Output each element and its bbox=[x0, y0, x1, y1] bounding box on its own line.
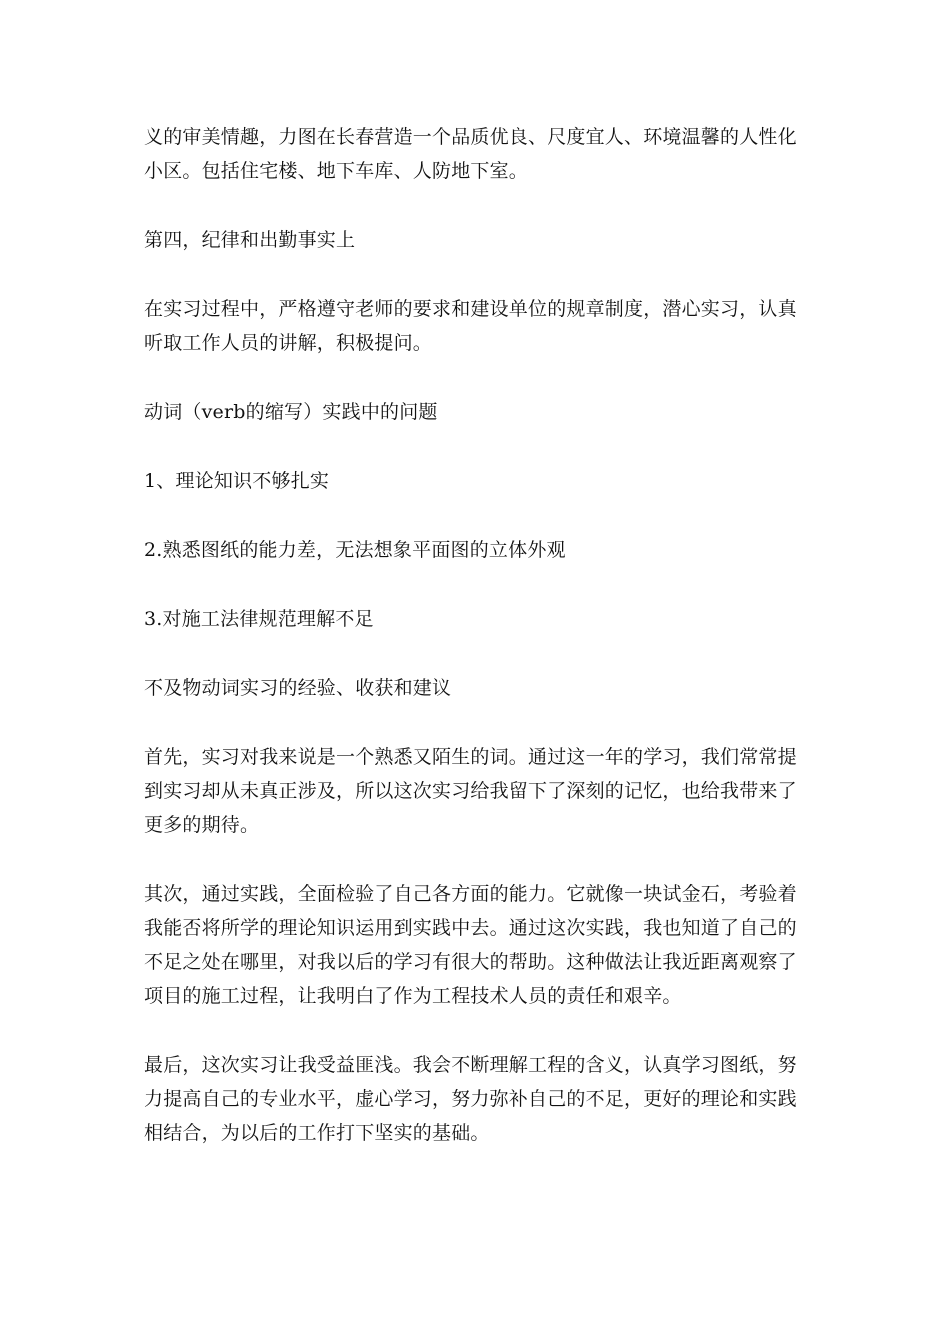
paragraph-second: 其次，通过实践，全面检验了自己各方面的能力。它就像一块试金石，考验着我能否将所学的理论知识运用到实践中去。通过这次实践，我也知道了自己的不足之处在哪里，对我以后的学习有很大的帮助。这种做法让我近距离观察了项目的施工过程，让我明白了作为工程技术人员的责任和艰辛。 bbox=[144, 883, 797, 1007]
paragraph-heading-discipline: 第四，纪律和出勤事实上 bbox=[144, 229, 356, 251]
paragraph-problem-2: 2.熟悉图纸的能力差，无法想象平面图的立体外观 bbox=[144, 539, 566, 561]
paragraph-last: 最后，这次实习让我受益匪浅。我会不断理解工程的含义，认真学习图纸，努力提高自己的专业水平，虚心学习，努力弥补自己的不足，更好的理论和实践相结合，为以后的工作打下坚实的基础。 bbox=[144, 1054, 797, 1144]
paragraph-problem-3: 3.对施工法律规范理解不足 bbox=[144, 608, 374, 630]
paragraph-heading-experience: 不及物动词实习的经验、收获和建议 bbox=[144, 677, 452, 699]
paragraph-intro-continuation: 义的审美情趣，力图在长春营造一个品质优良、尺度宜人、环境温馨的人性化小区。包括住宅楼、地下车库、人防地下室。 bbox=[144, 126, 797, 182]
paragraph-first: 首先，实习对我来说是一个熟悉又陌生的词。通过这一年的学习，我们常常提到实习却从未真正涉及，所以这次实习给我留下了深刻的记忆，也给我带来了更多的期待。 bbox=[144, 746, 797, 836]
paragraph-heading-problems: 动词（verb的缩写）实践中的问题 bbox=[144, 401, 438, 423]
paragraph-problem-1: 1、理论知识不够扎实 bbox=[144, 470, 330, 492]
paragraph-discipline-body: 在实习过程中，严格遵守老师的要求和建设单位的规章制度，潜心实习，认真听取工作人员的讲解，积极提问。 bbox=[144, 298, 797, 354]
document-body bbox=[144, 120, 804, 1185]
